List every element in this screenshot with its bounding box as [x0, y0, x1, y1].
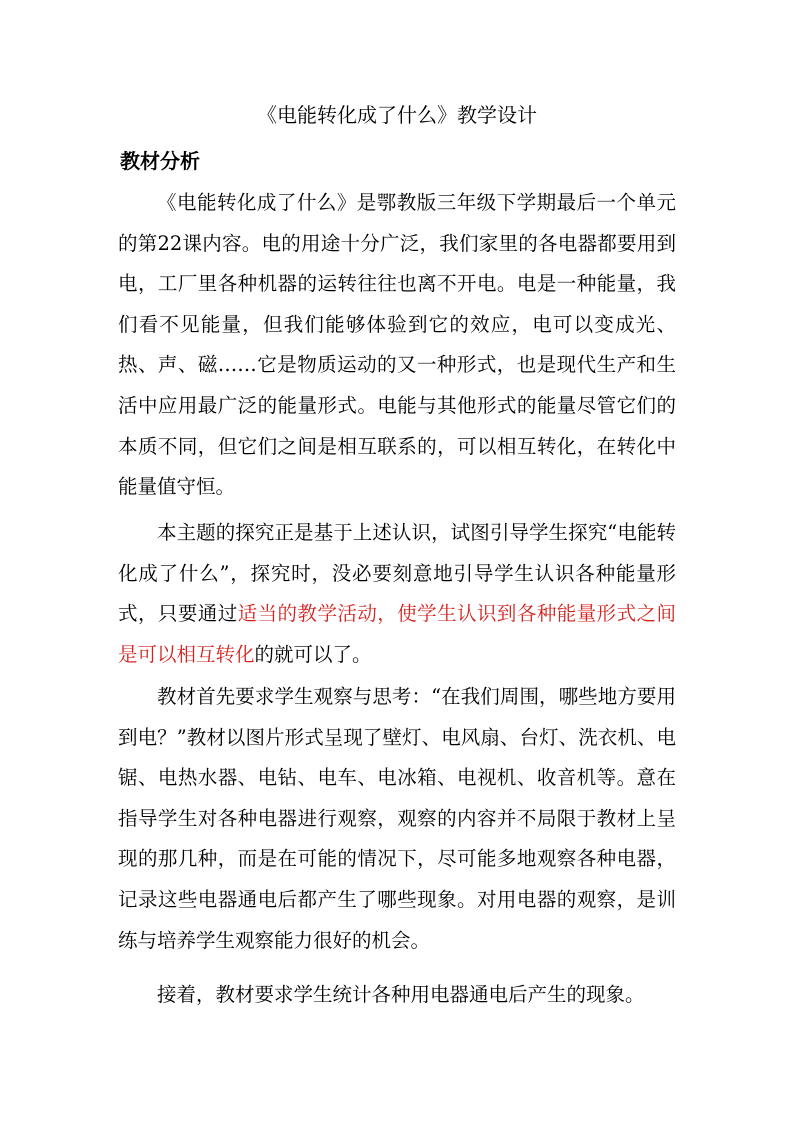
paragraph-2	[118, 513, 676, 675]
paragraph-2-highlight: 适当的教学活动，使学生认识到各种能量形式之间是可以相互转化	[118, 602, 676, 666]
paragraph-2-text-after: 的就可以了。	[254, 642, 372, 666]
section-heading: 教材分析	[120, 149, 200, 173]
paragraph-1: 《电能转化成了什么》是鄂教版三年级下学期最后一个单元的第22课内容。电的用途十分广泛，我们家里的各电器都要用到电，工厂里各种机器的运转往往也离不开电。电是一种能量，我们看不见能量，但我们能够体验到它的效应，电可以变成光、热、声、磁……它是物质运动的又一种形式，也是现代生产和生活中应用最广泛的能量形式。电能与其他形式的能量尽管它们的本质不同，但它们之间是相互联系的，可以相互转化，在转化中能量值守恒。	[118, 191, 676, 499]
paragraph-3: 教材首先要求学生观察与思考：“在我们周围，哪些地方要用到电？”教材以图片形式呈现了壁灯、电风扇、台灯、洗衣机、电锯、电热水器、电钻、电车、电冰箱、电视机、收音机等。意在指导学生对各种电器进行观察，观察的内容并不局限于教材上呈现的那几种，而是在可能的情况下，尽可能多地观察各种电器，记录这些电器通电后都产生了哪些现象。对用电器的观察，是训练与培养学生观察能力很好的机会。	[118, 685, 676, 952]
paragraph-2-text-before: 本主题的探究正是基于上述认识，试图引导学生探究“电能转化成了什么”，探究时，没必要刻意地引导学生认识各种能量形式，只要通过	[118, 521, 676, 626]
document-title: 《电能转化成了什么》教学设计	[257, 103, 537, 127]
paragraph-4: 接着，教材要求学生统计各种用电器通电后产生的现象。	[157, 983, 645, 1006]
